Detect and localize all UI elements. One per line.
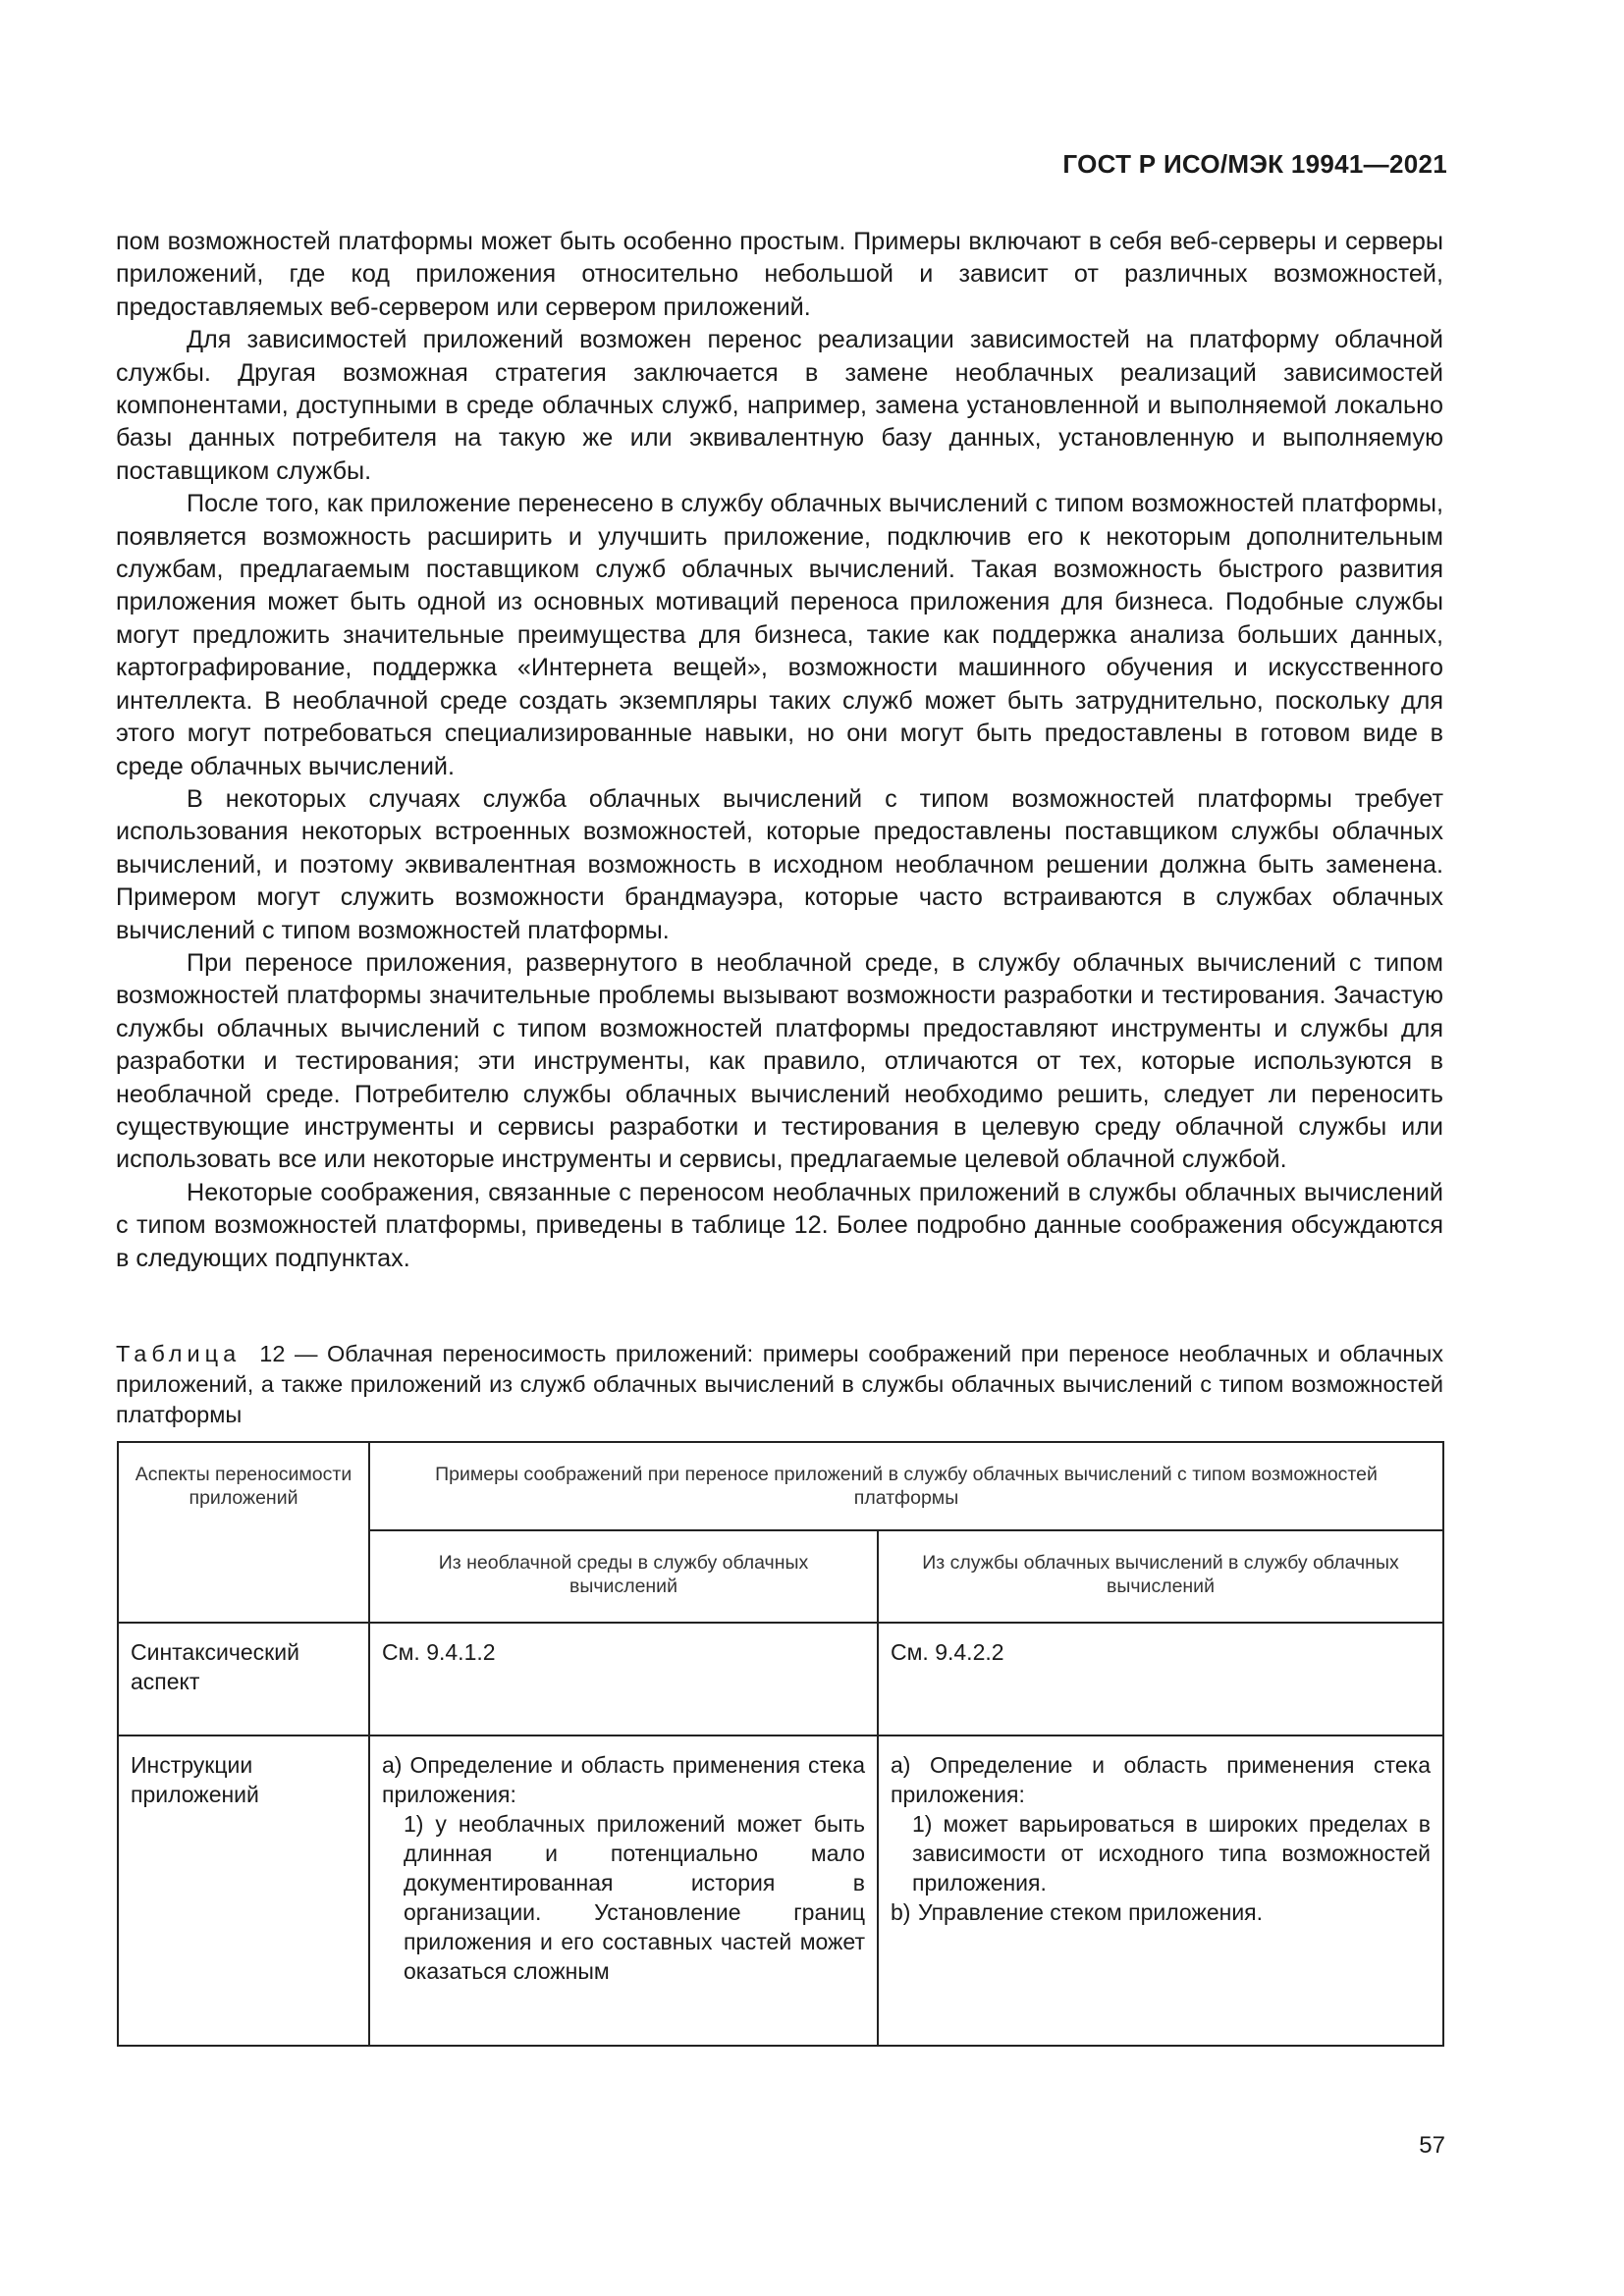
table-caption-text: 12 — Облачная переносимость приложений: примеры соображений при переносе необлачных и облачных приложений, а также приложений из служб облачных вычислений в службы облачных вычислений с типом возможностей платформы bbox=[116, 1341, 1444, 1427]
document-standard-header: ГОСТ Р ИСО/МЭК 19941—2021 bbox=[1062, 149, 1447, 179]
page-number: 57 bbox=[1419, 2132, 1445, 2159]
paragraph: После того, как приложение перенесено в службу облачных вычислений с типом возможностей платформы, появляется возможность расширить и улучшить приложение, подключив его к некоторым дополнительным службам, предлагаемым поставщиком служб облачных вычислений. Такая возможность быстрого развития приложения может быть одной из основных мотиваций переноса приложения для бизнеса. Подобные службы могут предложить значительные преимущества для бизнеса, такие как поддержка анализа больших данных, картографирование, поддержка «Интернета вещей», возможности машинного обучения и искусственного интеллекта. В необлачной среде создать экземпляры таких служб может быть затруднительно, поскольку для этого могут потребоваться специализированные навыки, но они могут быть предоставлены в готовом виде в среде облачных вычислений. bbox=[116, 490, 1443, 780]
table-row bbox=[118, 1735, 1443, 2046]
paragraph: В некоторых случаях служба облачных вычислений с типом возможностей платформы требует использования некоторых встроенных возможностей, которые предоставлены поставщиком службы облачных вычислений, и поэтому эквивалентная возможность в исходном необлачном решении должна быть заменена. Примером могут служить возможности брандмауэра, которые часто встраиваются в службах облачных вычислений с типом возможностей платформы. bbox=[116, 784, 1443, 944]
table-row bbox=[118, 1623, 1443, 1735]
noncloud-item-a1: 1) у необлачных приложений может быть длинная и потенциально мало документированная история в организации. Установление границ приложения и его составных частей может оказаться сложным bbox=[404, 1811, 865, 1984]
cloud-item-b bbox=[891, 1897, 1431, 1927]
column-header-aspect: Аспекты переносимости приложений bbox=[118, 1442, 369, 1623]
column-header-from-noncloud: Из необлачной среды в службу облачных вычислений bbox=[369, 1530, 878, 1623]
cloud-cell bbox=[878, 1735, 1443, 2046]
aspect-cell: Синтаксический аспект bbox=[118, 1623, 369, 1735]
paragraph: пом возможностей платформы может быть особенно простым. Примеры включают в себя веб-серверы и серверы приложений, где код приложения относительно небольшой и зависит от различных возможностей, предоставляемых веб-сервером или сервером приложений. bbox=[116, 228, 1443, 321]
aspect-cell: Инструкции приложений bbox=[118, 1735, 369, 2046]
table-caption-label: Таблица bbox=[116, 1341, 242, 1366]
noncloud-cell bbox=[369, 1735, 878, 2046]
body-text bbox=[116, 226, 1443, 1275]
noncloud-cell: См. 9.4.1.2 bbox=[369, 1623, 878, 1735]
column-header-examples: Примеры соображений при переносе приложений в службу облачных вычислений с типом возможностей платформы bbox=[369, 1442, 1443, 1530]
cloud-item-b-marker: b) bbox=[891, 1899, 911, 1925]
noncloud-item-a: a) Определение и область применения стека приложения: bbox=[382, 1752, 865, 1807]
portability-table bbox=[117, 1441, 1444, 2047]
cloud-item-a: a) Определение и область применения стека приложения: bbox=[891, 1752, 1431, 1807]
paragraph: Некоторые соображения, связанные с переносом необлачных приложений в службы облачных вычислений с типом возможностей платформы, приведены в таблице 12. Более подробно данные соображения обсуждаются в следующих подпунктах. bbox=[116, 1178, 1443, 1272]
cloud-item-a1: 1) может варьироваться в широких пределах в зависимости от исходного типа возможностей приложения. bbox=[912, 1811, 1431, 1896]
table-caption bbox=[116, 1339, 1443, 1430]
cloud-item-b-text: Управление стеком приложения. bbox=[918, 1899, 1264, 1925]
cloud-cell: См. 9.4.2.2 bbox=[878, 1623, 1443, 1735]
paragraph: Для зависимостей приложений возможен перенос реализации зависимостей на платформу облачной службы. Другая возможная стратегия заключается в замене необлачных реализаций зависимостей компонентами, доступными в среде облачных служб, например, замена установленной и выполняемой локально базы данных потребителя на такую же или эквивалентную базу данных, установленную и выполняемую поставщиком службы. bbox=[116, 326, 1443, 485]
column-header-from-cloud: Из службы облачных вычислений в службу облачных вычислений bbox=[878, 1530, 1443, 1623]
paragraph: При переносе приложения, развернутого в необлачной среде, в службу облачных вычислений с типом возможностей платформы значительные проблемы вызывают возможности разработки и тестирования. Зачастую службы облачных вычислений с типом возможностей платформы предоставляют инструменты и службы для разработки и тестирования; эти инструменты, как правило, отличаются от тех, которые используются в необлачной среде. Потребителю службы облачных вычислений необходимо решить, следует ли переносить существующие инструменты и сервисы разработки и тестирования в целевую среду облачной службы или использовать все или некоторые инструменты и сервисы, предлагаемые целевой облачной службой. bbox=[116, 948, 1443, 1174]
